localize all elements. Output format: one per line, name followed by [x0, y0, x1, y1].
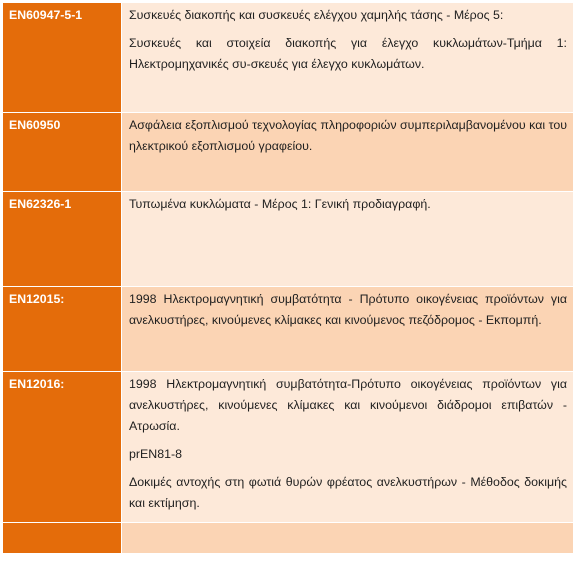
- standard-description: [122, 287, 573, 371]
- table-row: [3, 192, 573, 287]
- description-paragraph: Δοκιμές αντοχής στη φωτιά θυρών φρέατος ανελκυστήρων - Μέθοδος δοκιμής και εκτίμηση.: [129, 475, 567, 510]
- description-paragraph: Συσκευές διακοπής και συσκευές ελέγχου χαμηλής τάσης - Μέρος 5:: [129, 8, 504, 22]
- description-paragraph: prEN81-8: [129, 447, 183, 461]
- table-row: [3, 372, 573, 523]
- standard-description: [122, 192, 573, 286]
- standard-description: [122, 372, 573, 522]
- table-row: [3, 287, 573, 372]
- table-row-empty: [3, 523, 573, 553]
- description-paragraph: Συσκευές και στοιχεία διακοπής για έλεγχο κυκλωμάτων-Τμήμα 1: Ηλεκτρομηχανικές συ-σκευές για έλεγχο κυκλωμάτων.: [129, 36, 567, 71]
- description-paragraph: 1998 Ηλεκτρομαγνητική συμβατότητα - Πρότυπο οικογένειας προϊόντων για ανελκυστήρες, κινούμενες κλίμακες και κινούμενος πεζόδρομος - Εκπομπή.: [129, 292, 567, 327]
- table-row: [3, 113, 573, 192]
- standard-description: [122, 523, 573, 553]
- description-paragraph: Ασφάλεια εξοπλισμού τεχνολογίας πληροφοριών συμπεριλαμβανομένου και του ηλεκτρικού εξοπλισμού γραφείου.: [129, 118, 567, 153]
- standard-code: EN12016:: [3, 372, 122, 522]
- standard-code: EN60947-5-1: [3, 3, 122, 112]
- description-paragraph: Τυπωμένα κυκλώματα - Μέρος 1: Γενική προδιαγραφή.: [129, 197, 431, 211]
- standard-code: EN60950: [3, 113, 122, 191]
- standard-code: EN62326-1: [3, 192, 122, 286]
- standards-table: [2, 2, 574, 554]
- table-row: [3, 3, 573, 113]
- standard-code: [3, 523, 122, 553]
- standard-description: [122, 113, 573, 191]
- description-paragraph: 1998 Ηλεκτρομαγνητική συμβατότητα-Πρότυπο οικογένειας προϊόντων για ανελκυστήρες, κινούμενες κλίμακες και κινούμενοι διάδρομοι επιβατών - Ατρωσία.: [129, 377, 567, 433]
- standard-code: EN12015:: [3, 287, 122, 371]
- standard-description: [122, 3, 573, 112]
